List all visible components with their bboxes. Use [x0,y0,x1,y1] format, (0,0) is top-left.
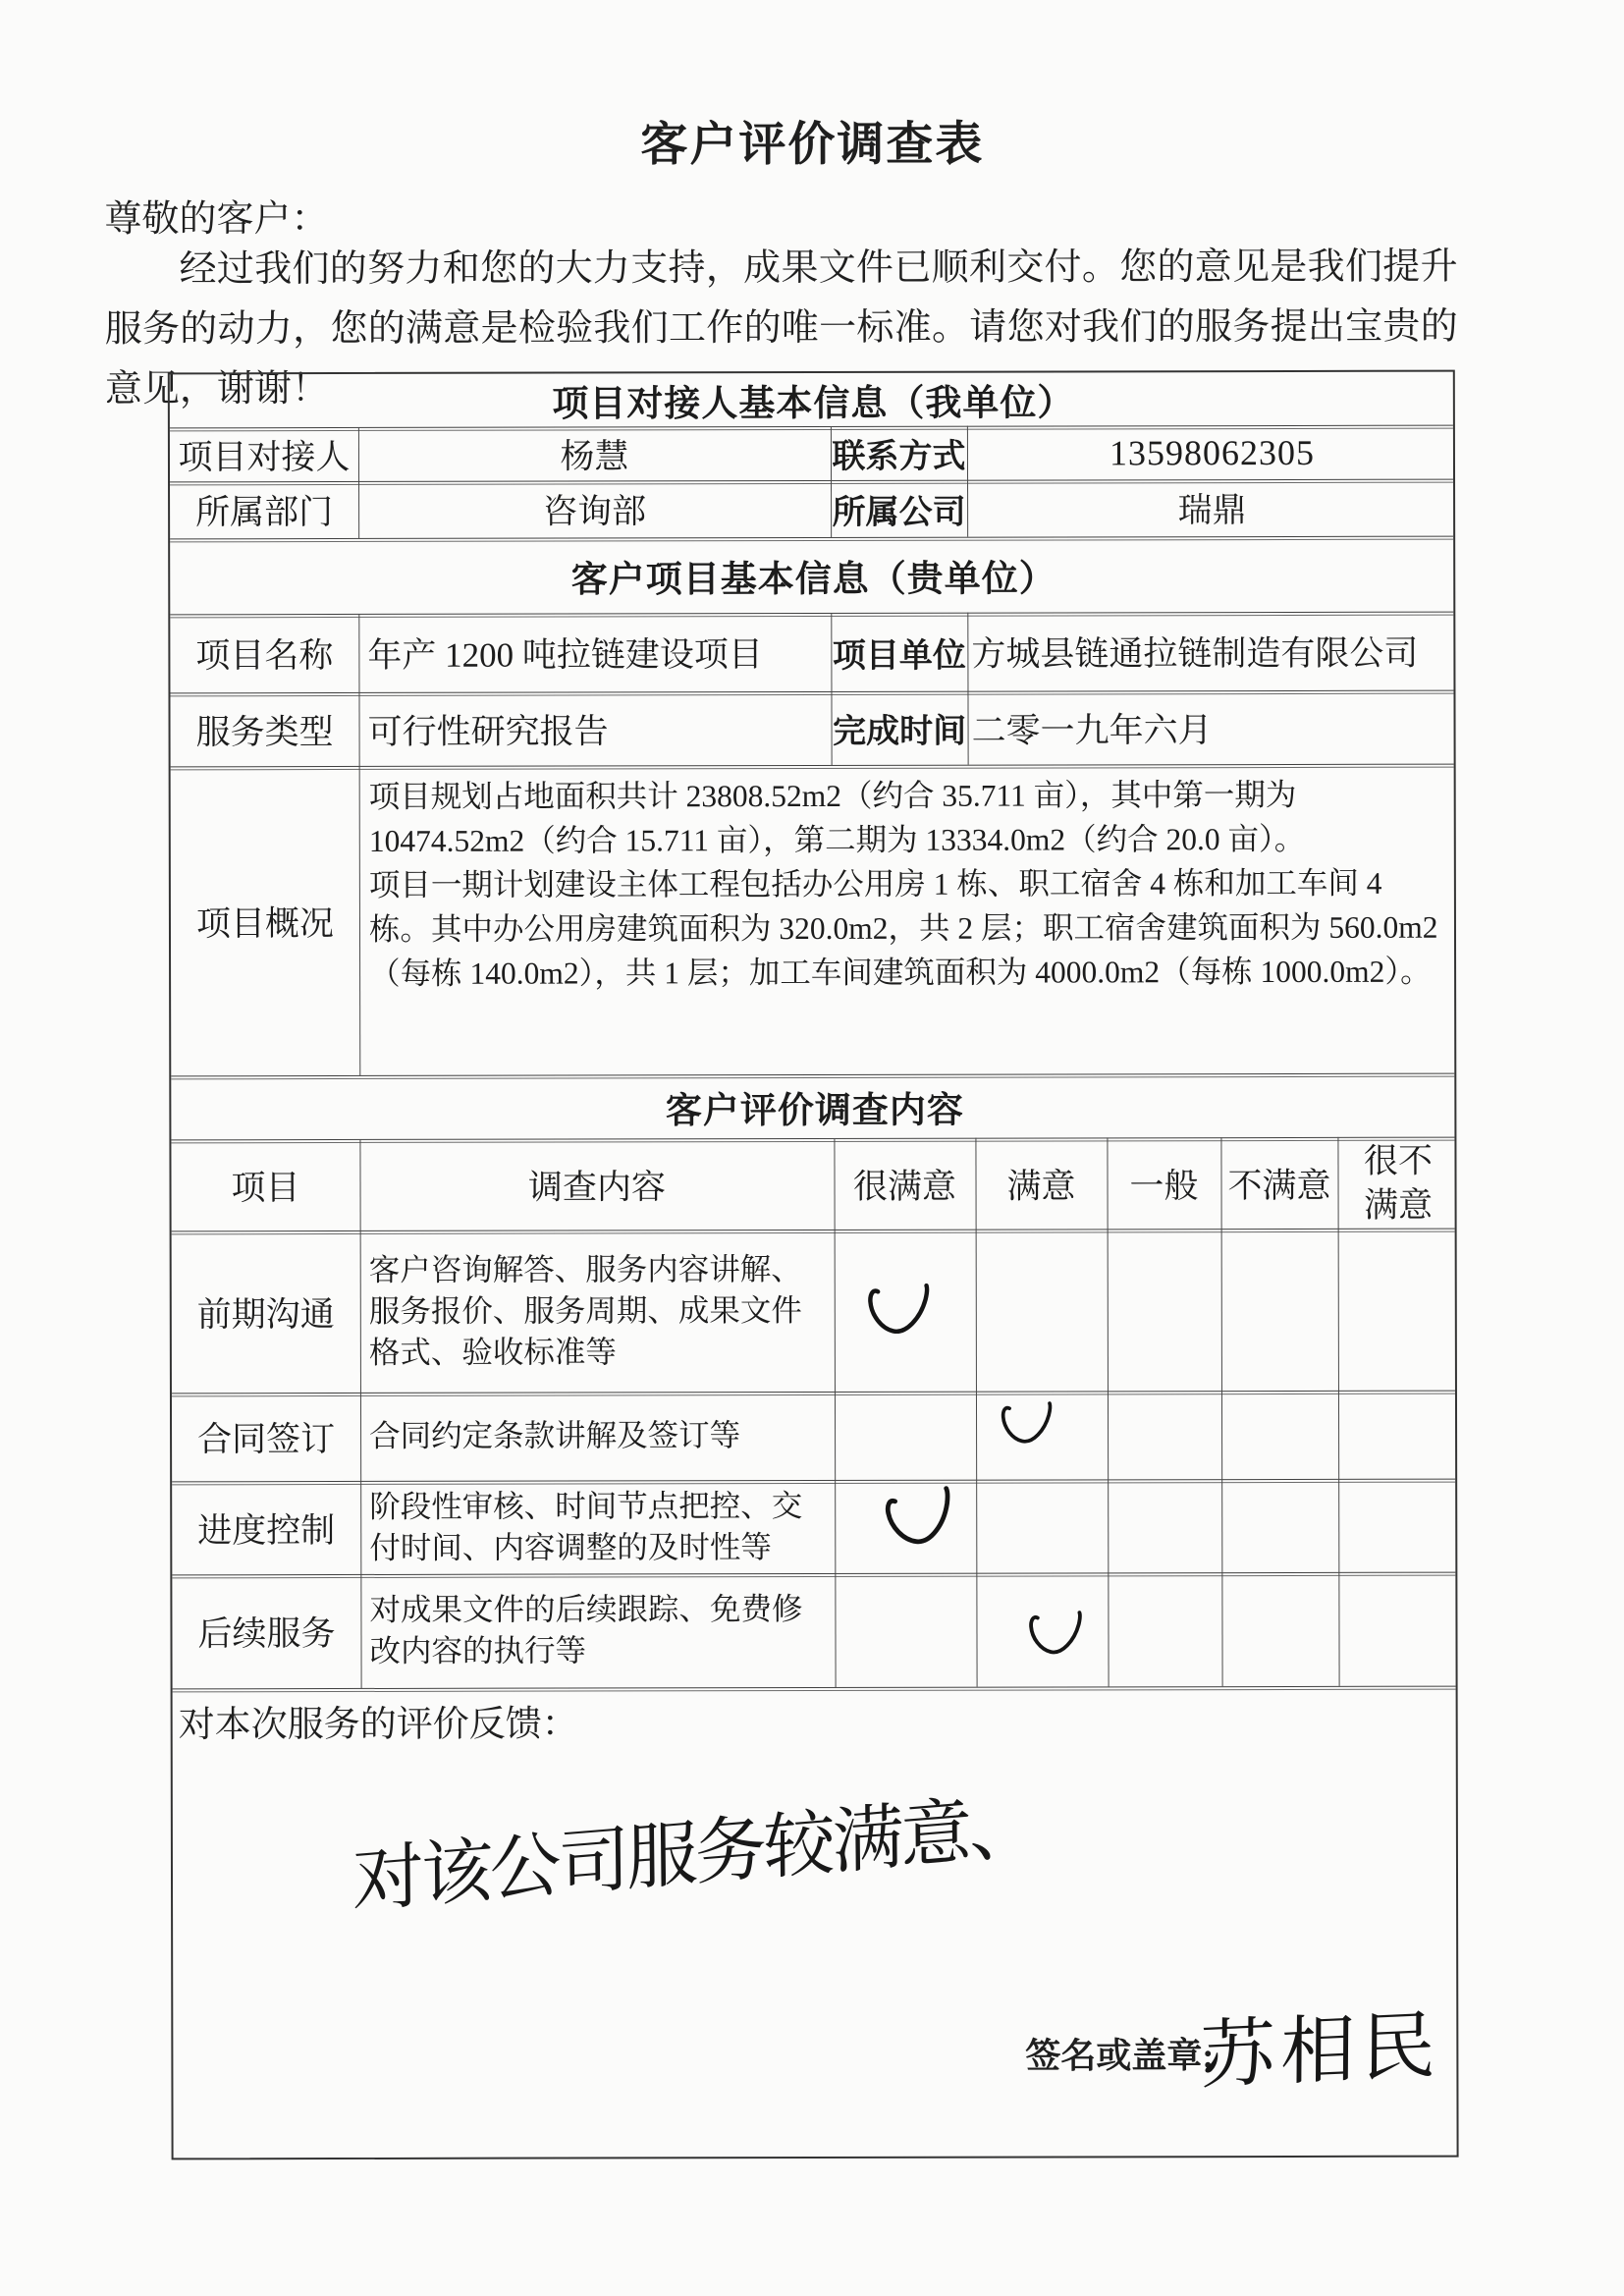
handwritten-comment: 对该公司服务较满意、 [352,1785,1039,1922]
signature-label: 签名或盖章: [1025,2036,1215,2076]
value-project-overview: 项目规划占地面积共计 23808.52m2（约合 35.711 亩），其中第一期为 10474.52m2（约合 15.711 亩），第二期为 13334.0m2（约合 20.0 亩）。 项目一期计划建设主体工程包括办公用房 1 栋、职工宿舍 4 栋和加工车间 4 栋。其中办公用房建筑面积为 320.0m2，共 2 层；职工宿舍建筑面积为 560.0m2（每栋 140.0m2），共 1 层；加工车间建筑面积为 4000.0m2（每栋 1000.0m2）。 [368,777,1438,991]
handwritten-signature: 苏相民 [1200,2004,1442,2099]
page-title: 客户评价调查表 [640,118,985,172]
signature-row [173,1983,1456,2113]
intro-paragraph: 经过我们的努力和您的大力支持，成果文件已顺利交付。您的意见是我们提升服务的动力，您的满意是检验我们工作的唯一标准。请您对我们的服务提出宝贵的意见，谢谢！ [104,246,1458,410]
checkmark-icon-row1-very-satisfied [865,1283,934,1338]
label-contact-person: 项目对接人 [178,437,351,476]
survey-form-table [168,370,1459,2160]
header-item: 项目 [231,1168,300,1207]
survey-item-early-communication: 前期沟通 [196,1294,335,1334]
label-project-overview: 项目概况 [195,903,335,943]
header-content: 调查内容 [527,1167,667,1207]
header-neutral: 一般 [1129,1166,1199,1205]
section-title-contact: 项目对接人基本信息（我单位） [552,383,1075,425]
label-service-type: 服务类型 [195,712,334,751]
value-service-type: 可行性研究报告 [367,711,609,751]
survey-item-progress-control: 进度控制 [197,1510,336,1550]
checkmark-icon-row3-very-satisfied [878,1484,963,1552]
survey-item-contract-signing: 合同签订 [197,1420,336,1459]
label-department: 所属部门 [195,493,334,532]
label-finish-date: 完成时间 [833,713,967,750]
header-very-unsatisfied: 很不满意 [1363,1141,1434,1225]
greeting-text: 尊敬的客户： [104,198,329,241]
header-unsatisfied: 不满意 [1227,1166,1331,1205]
feedback-label: 对本次服务的评价反馈： [178,1704,578,1746]
section-title-project: 客户项目基本信息（贵单位） [570,558,1056,601]
survey-content-early-communication: 客户咨询解答、服务内容讲解、服务报价、服务周期、成果文件格式、验收标准等 [368,1251,802,1370]
survey-content-follow-up-service: 对成果文件的后续跟踪、免费修改内容的执行等 [369,1592,803,1668]
value-department: 咨询部 [543,492,647,531]
value-project-name: 年产 1200 吨拉链建设项目 [367,635,763,675]
survey-content-progress-control: 阶段性审核、时间节点把控、交付时间、内容调整的及时性等 [369,1488,803,1565]
value-contact-person: 杨慧 [560,436,629,476]
label-project-owner: 项目单位 [832,637,966,675]
value-project-owner: 方城县链通拉链制造有限公司 [971,633,1419,674]
survey-content-contract-signing: 合同约定条款讲解及签订等 [369,1418,741,1453]
label-phone: 联系方式 [832,438,966,475]
survey-item-follow-up-service: 后续服务 [197,1614,336,1654]
label-project-name: 项目名称 [195,636,334,676]
section-title-survey: 客户评价调查内容 [665,1090,964,1131]
checkmark-icon-row2-satisfied [999,1397,1056,1449]
header-very-satisfied: 很满意 [852,1167,957,1206]
value-finish-date: 二零一九年六月 [971,710,1213,750]
value-company: 瑞鼎 [1177,491,1247,530]
label-company: 所属公司 [832,494,966,531]
checkmark-icon-row4-satisfied [1014,1610,1097,1657]
header-satisfied: 满意 [1006,1166,1076,1206]
value-phone: 13598062305 [1109,432,1316,472]
